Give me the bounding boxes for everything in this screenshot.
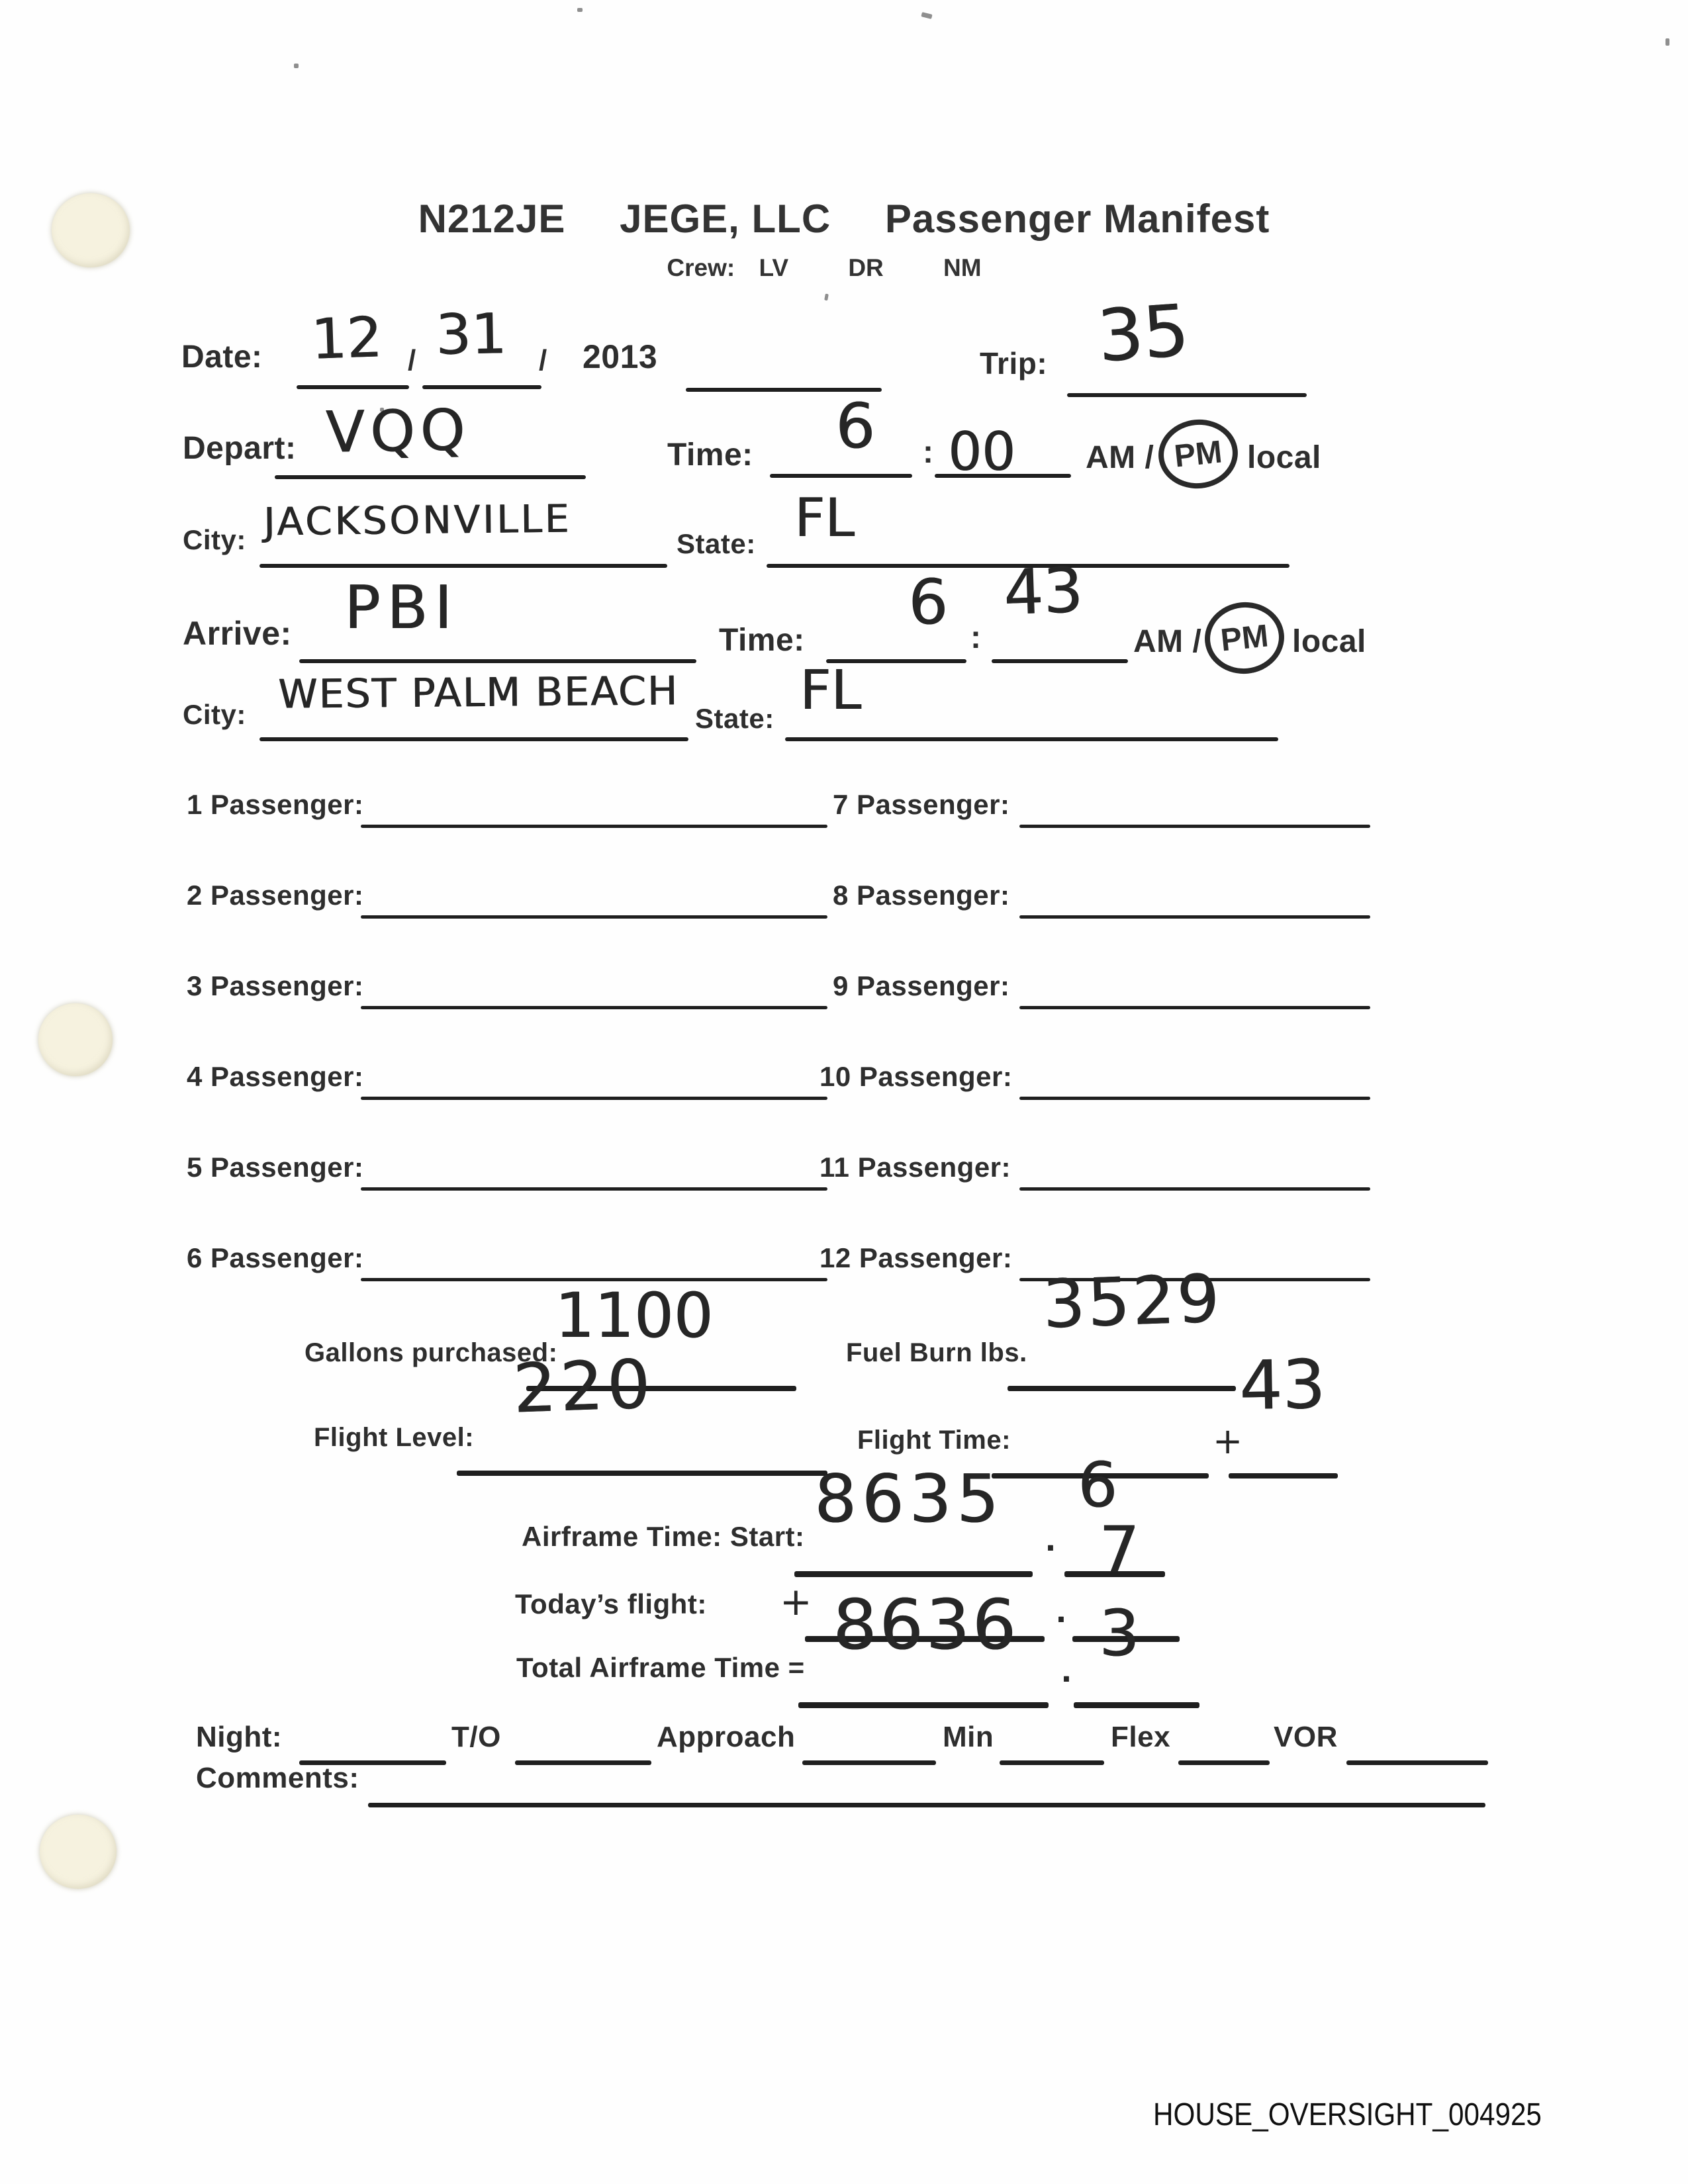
passenger-3-label: 3 Passenger: [187,970,364,1001]
depart-time-minutes-value: 00 [948,421,1015,482]
total-airframe-decimal: 3 [1099,1596,1140,1670]
hole-punch-bottom [40,1815,117,1889]
comments-line [368,1803,1485,1807]
approach-line [802,1760,936,1765]
arrive-state-label: State: [695,703,774,734]
arrive-city-value: WEST PALM BEACH [277,668,679,718]
scan-artifact [824,294,829,301]
night-label: Night: [196,1721,283,1753]
trip-label: Trip: [980,346,1048,381]
passenger-11-label: 11 Passenger: [820,1152,1011,1183]
passenger-1-label: 1 Passenger: [187,789,364,820]
depart-city-line [259,564,667,568]
passenger-1-line [361,825,827,828]
depart-pm-text: PM [1172,433,1224,475]
passenger-5-label: 5 Passenger: [187,1152,364,1183]
flight-time-label: Flight Time: [857,1426,1011,1455]
aircraft-registration: N212JE [418,197,566,241]
passenger-2-line [361,915,827,919]
depart-airport-line [275,475,586,479]
flight-time-value-line [1229,1473,1338,1479]
date-month-line [297,385,409,389]
depart-state-label: State: [677,528,756,559]
flex-label: Flex [1111,1721,1171,1753]
total-airframe-line [798,1702,1049,1708]
passenger-2-label: 2 Passenger: [187,880,364,911]
crew-initials-1: LV [759,254,789,281]
airframe-start-dot: . [1043,1510,1057,1561]
trip-value: 35 [1094,289,1192,379]
date-day-line [422,385,541,389]
depart-ampm-prefix: AM / [1086,440,1154,475]
fuel-burn-line [1008,1386,1236,1391]
trip-line [1067,393,1307,397]
arrive-time-colon: : [970,620,982,655]
passenger-11-line [1019,1187,1370,1191]
passenger-10-line [1019,1097,1370,1100]
arrive-time-hour-value: 6 [908,567,948,639]
passenger-9-label: 9 Passenger: [833,970,1010,1001]
date-label: Date: [181,340,263,375]
vor-line [1346,1760,1488,1765]
crew-label: Crew: [667,254,735,281]
depart-state-value: FL [794,487,855,549]
date-separator-1: / [408,344,416,377]
flight-level-label: Flight Level: [314,1423,475,1452]
total-airframe-decimal-line [1074,1702,1199,1708]
passenger-8-label: 8 Passenger: [833,880,1010,911]
approach-label: Approach [657,1721,796,1753]
gallons-purchased-value: 1100 [555,1280,714,1352]
arrive-pm-circled [1201,598,1288,678]
total-airframe-dot: . [1059,1641,1073,1692]
crew-initials-2: DR [848,254,884,281]
depart-label: Depart: [183,431,297,466]
passenger-4-label: 4 Passenger: [187,1061,364,1092]
passenger-4-line [361,1097,827,1100]
depart-pm-circled [1155,416,1241,492]
passenger-6-label: 6 Passenger: [187,1242,364,1273]
passenger-3-line [361,1006,827,1009]
airframe-start-decimal: 6 [1078,1449,1117,1522]
arrive-city-line [259,737,688,741]
arrive-time-minute-line [992,659,1128,663]
min-line [1000,1760,1104,1765]
arrive-pm-text: PM [1219,617,1270,659]
arrive-state-line [785,737,1278,741]
date-month-value: 12 [310,304,383,372]
depart-city-label: City: [183,524,246,555]
depart-local-suffix: local [1247,440,1321,475]
arrive-ampm-prefix: AM / [1133,624,1202,659]
passenger-7-label: 7 Passenger: [833,789,1010,820]
depart-time-hour-value: 6 [835,390,875,463]
airframe-start-value: 8635 [814,1460,1004,1537]
todays-flight-dot: . [1054,1582,1068,1633]
fuel-burn-label: Fuel Burn lbs. [846,1338,1027,1367]
crew-initials-3: NM [943,254,982,281]
flight-time-value: 43 [1238,1345,1326,1426]
total-airframe-label: Total Airframe Time = [516,1652,805,1683]
vor-label: VOR [1274,1721,1338,1753]
passenger-12-label: 12 Passenger: [820,1242,1013,1273]
passenger-7-line [1019,825,1370,828]
passenger-8-line [1019,915,1370,919]
depart-time-label: Time: [667,437,753,473]
airframe-start-label: Airframe Time: Start: [522,1521,805,1552]
arrive-local-suffix: local [1292,624,1366,659]
company-name: JEGE, LLC [620,197,831,241]
gallons-purchased-label: Gallons purchased: [305,1338,558,1367]
arrive-airport-line [299,659,696,663]
min-label: Min [943,1721,994,1753]
todays-flight-plus-sign: + [780,1579,812,1624]
depart-airport-value: VQQ [325,397,471,466]
arrive-airport-value: PBI [344,573,459,643]
arrive-state-value: FL [800,659,861,722]
document-title: Passenger Manifest [884,197,1270,241]
scan-artifact [1665,38,1669,46]
hole-punch-middle [38,1003,113,1076]
scan-artifact [577,8,583,12]
document-id-stamp: HOUSE_OVERSIGHT_004925 [1153,2097,1542,2132]
total-airframe-value: 8636 [833,1584,1019,1665]
todays-flight-label: Today’s flight: [515,1588,707,1619]
takeoff-line [515,1760,651,1765]
depart-city-value: JACKSONVILLE [263,496,572,545]
todays-flight-decimal: 7 [1099,1513,1140,1587]
fuel-burn-value: 3529 [1041,1259,1223,1343]
passenger-9-line [1019,1006,1370,1009]
airframe-start-line [794,1571,1033,1577]
flight-time-plus-sign: + [1213,1420,1243,1462]
flight-level-value: 220 [511,1345,655,1429]
flex-line [1178,1760,1270,1765]
date-year-printed: 2013 [583,338,658,375]
form-title [0,196,1688,242]
takeoff-label: T/O [451,1721,501,1753]
arrive-time-label: Time: [719,623,805,658]
flight-level-line [457,1471,827,1476]
depart-time-hour-line [770,474,912,478]
arrive-time-minutes-value: 43 [1002,554,1084,630]
date-separator-2: / [539,344,547,377]
passenger-10-label: 10 Passenger: [820,1061,1013,1092]
arrive-city-label: City: [183,699,246,730]
crew-line [0,254,1648,282]
scan-artifact [294,64,299,68]
depart-time-colon: : [923,435,934,470]
comments-label: Comments: [196,1762,359,1794]
date-day-value: 31 [435,301,507,367]
arrive-label: Arrive: [183,615,292,652]
passenger-5-line [361,1187,827,1191]
scan-artifact [921,12,932,19]
